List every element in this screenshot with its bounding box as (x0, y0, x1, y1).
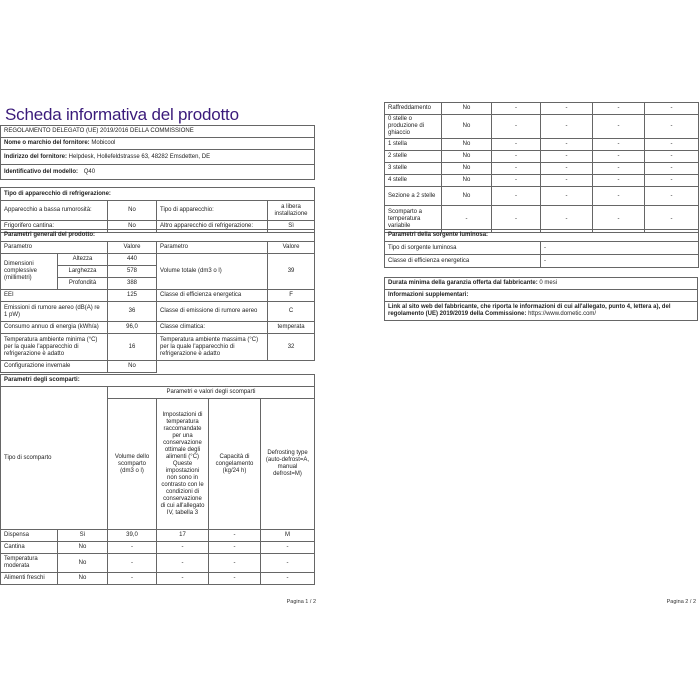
label: Configurazione invernale (1, 361, 108, 373)
compartment-name: 2 stelle (385, 151, 442, 163)
table-row (385, 115, 699, 139)
model-row: Identificativo del modello: Q40 (1, 165, 315, 180)
value: No (108, 201, 157, 221)
value: 32 (268, 334, 315, 361)
cell-freeze: - (593, 187, 645, 206)
value: 16 (108, 334, 157, 361)
value: No (108, 361, 157, 373)
cell-present: No (58, 542, 108, 554)
value: 440 (108, 254, 157, 266)
cell-volume: - (492, 187, 541, 206)
cell-present: No (442, 139, 492, 151)
label: Classe climatica: (157, 322, 268, 334)
table-row (385, 103, 699, 115)
compartment-name: Cantina (1, 542, 58, 554)
col-header: Valore (108, 242, 157, 254)
value: 578 (108, 266, 157, 278)
cell-volume: - (108, 542, 157, 554)
label: Classe di emissione di rumore aereo (157, 302, 268, 322)
cell-defrost: - (261, 573, 315, 585)
cell-temp: - (541, 163, 593, 175)
table-row (385, 139, 699, 151)
cell-present: - (442, 206, 492, 233)
value: F (268, 290, 315, 302)
value: 36 (108, 302, 157, 322)
label: Frigorifero cantina: (1, 221, 108, 233)
cell-present: No (442, 115, 492, 139)
col-header: Parametri e valori degli scomparti (108, 387, 315, 399)
cell-freeze: - (209, 554, 261, 573)
cell-volume: - (492, 151, 541, 163)
label: Apparecchio a bassa rumorosità: (1, 201, 108, 221)
label: Consumo annuo di energia (kWh/a) (1, 322, 108, 334)
col-header: Impostazioni di temperatura raccomandate per una conservazione ottimale degli alimenti (°C) Queste impostazioni non sono in contrasto con le condizioni di conservazione di cui all'allegato IV, tabella 3 (157, 399, 209, 530)
compartment-name: Raffreddamento (385, 103, 442, 115)
section-header: Parametri generali del prodotto: (1, 230, 315, 242)
cell-defrost: - (645, 206, 699, 233)
cell-temp: - (541, 115, 593, 139)
compartment-name: 3 stelle (385, 163, 442, 175)
cell-present: No (442, 103, 492, 115)
cell-volume: - (492, 163, 541, 175)
supplier-address-row: Indirizzo del fornitore: Helpdesk, Hollefeldstrasse 63, 48282 Emsdetten, DE (1, 150, 315, 165)
cell-present: No (442, 175, 492, 187)
label: Profondità (58, 278, 108, 290)
cell-present: No (442, 151, 492, 163)
compartment-name: Temperatura moderata (1, 554, 58, 573)
table-row (1, 542, 315, 554)
col-header: Parametro (157, 242, 268, 254)
cell-freeze: - (593, 206, 645, 233)
label: Altezza (58, 254, 108, 266)
col-header: Valore (268, 242, 315, 254)
table-row (385, 151, 699, 163)
page-title: Scheda informativa del prodotto (5, 105, 239, 124)
section-header: Parametri degli scomparti: (1, 375, 315, 387)
compartment-name: 0 stelle o produzione di ghiaccio (385, 115, 442, 139)
cell-freeze: - (209, 573, 261, 585)
cell-temp: - (157, 573, 209, 585)
compartment-name: Alimenti freschi (1, 573, 58, 585)
light-source-table (384, 229, 699, 268)
cell-temp: - (541, 187, 593, 206)
cell-temp: - (541, 151, 593, 163)
table-row (1, 554, 315, 573)
cell-temp: - (157, 542, 209, 554)
label: Temperatura ambiente massima (°C) per la quale l'apparecchio di refrigerazione è adatto (157, 334, 268, 361)
cell-defrost: - (645, 103, 699, 115)
cell-freeze: - (593, 103, 645, 115)
page-1 (0, 95, 322, 605)
dimensions-label: Dimensioni complessive (millimetri) (1, 254, 58, 290)
cell-volume: 39,0 (108, 530, 157, 542)
value: a libera installazione (268, 201, 315, 221)
section-header: Tipo di apparecchio di refrigerazione: (1, 188, 315, 201)
cell-defrost: - (645, 115, 699, 139)
label: Larghezza (58, 266, 108, 278)
page-2 (378, 95, 700, 605)
value: temperata (268, 322, 315, 334)
cell-temp: - (541, 103, 593, 115)
cell-present: No (58, 554, 108, 573)
cell-present: No (58, 573, 108, 585)
value: 96,0 (108, 322, 157, 334)
label: Classe di efficienza energetica (157, 290, 268, 302)
supplier-table (0, 125, 315, 180)
cell-volume: - (492, 139, 541, 151)
cell-temp: - (157, 554, 209, 573)
cell-volume: - (108, 573, 157, 585)
link-row: Link al sito web del fabbricante, che riporta le informazioni di cui all'allegato, punto 4, lettera a), del regolamento (UE) 2019/2019 della Commissione: https://www.dometic.com/ (385, 302, 698, 321)
table-row (1, 530, 315, 542)
compartment-name: Scomparto a temperatura variabile (385, 206, 442, 233)
value: - (541, 255, 699, 268)
cell-freeze: - (593, 175, 645, 187)
cell-temp: 17 (157, 530, 209, 542)
page-number: Pagina 1 / 2 (286, 599, 316, 605)
label: Altro apparecchio di refrigerazione: (157, 221, 268, 233)
label: EEI (1, 290, 108, 302)
label: Tipo di apparecchio: (157, 201, 268, 221)
cell-defrost: - (261, 554, 315, 573)
cell-volume: - (492, 175, 541, 187)
value: 39 (268, 254, 315, 290)
table-row (385, 163, 699, 175)
cell-defrost: - (645, 187, 699, 206)
table-row (385, 187, 699, 206)
general-params-table (0, 229, 315, 373)
value: 125 (108, 290, 157, 302)
cell-freeze: - (593, 139, 645, 151)
cell-defrost: - (645, 163, 699, 175)
cell-defrost: - (645, 175, 699, 187)
compartment-name: 1 stella (385, 139, 442, 151)
label: Classe di efficienza energetica (385, 255, 541, 268)
page-number: Pagina 2 / 2 (666, 599, 696, 605)
compartments-table (0, 374, 315, 585)
warranty-row: Durata minima della garanzia offerta dal fabbricante: 0 mesi (385, 278, 698, 290)
cell-freeze: - (209, 542, 261, 554)
cell-freeze: - (209, 530, 261, 542)
cell-defrost: - (261, 542, 315, 554)
value: No (108, 221, 157, 233)
compartment-name: Dispensa (1, 530, 58, 542)
cell-freeze: - (593, 163, 645, 175)
compartment-name: 4 stelle (385, 175, 442, 187)
col-header: Defrosting type (auto-defrost=A, manual defrost=M) (261, 399, 315, 530)
col-header: Tipo di scomparto (1, 387, 108, 530)
appliance-type-table (0, 187, 315, 233)
cell-temp: - (541, 175, 593, 187)
label: Tipo di sorgente luminosa (385, 242, 541, 255)
cell-present: No (442, 187, 492, 206)
cell-defrost: - (645, 139, 699, 151)
table-row (1, 573, 315, 585)
col-header: Capacità di congelamento (kg/24 h) (209, 399, 261, 530)
manufacturer-link[interactable]: https://www.dometic.com/ (528, 311, 597, 317)
label: Volume totale (dm3 o l) (157, 254, 268, 290)
cell-temp: - (541, 206, 593, 233)
cell-defrost: M (261, 530, 315, 542)
cell-volume: - (492, 115, 541, 139)
label: Emissioni di rumore aereo (dB(A) re 1 pW) (1, 302, 108, 322)
label: Temperatura ambiente minima (°C) per la quale l'apparecchio di refrigerazione è adatto (1, 334, 108, 361)
supplier-name-row: Nome o marchio del fornitore: Mobicool (1, 138, 315, 150)
regulation: REGOLAMENTO DELEGATO (UE) 2019/2016 DELLA COMMISSIONE (1, 126, 315, 138)
compartment-name: Sezione a 2 stelle (385, 187, 442, 206)
warranty-table (384, 277, 698, 321)
compartments-table-continued (384, 102, 699, 233)
cell-freeze: - (593, 115, 645, 139)
cell-temp: - (541, 139, 593, 151)
cell-present: No (442, 163, 492, 175)
cell-defrost: - (645, 151, 699, 163)
section-header: Informazioni supplementari: (385, 290, 698, 302)
cell-volume: - (108, 554, 157, 573)
cell-present: Sì (58, 530, 108, 542)
cell-freeze: - (593, 151, 645, 163)
col-header: Volume dello scomparto (dm3 o l) (108, 399, 157, 530)
value: 388 (108, 278, 157, 290)
section-header: Parametri della sorgente luminosa: (385, 230, 699, 242)
value: - (541, 242, 699, 255)
cell-volume: - (492, 206, 541, 233)
cell-volume: - (492, 103, 541, 115)
value: Sì (268, 221, 315, 233)
table-row (385, 175, 699, 187)
value: C (268, 302, 315, 322)
col-header: Parametro (1, 242, 108, 254)
